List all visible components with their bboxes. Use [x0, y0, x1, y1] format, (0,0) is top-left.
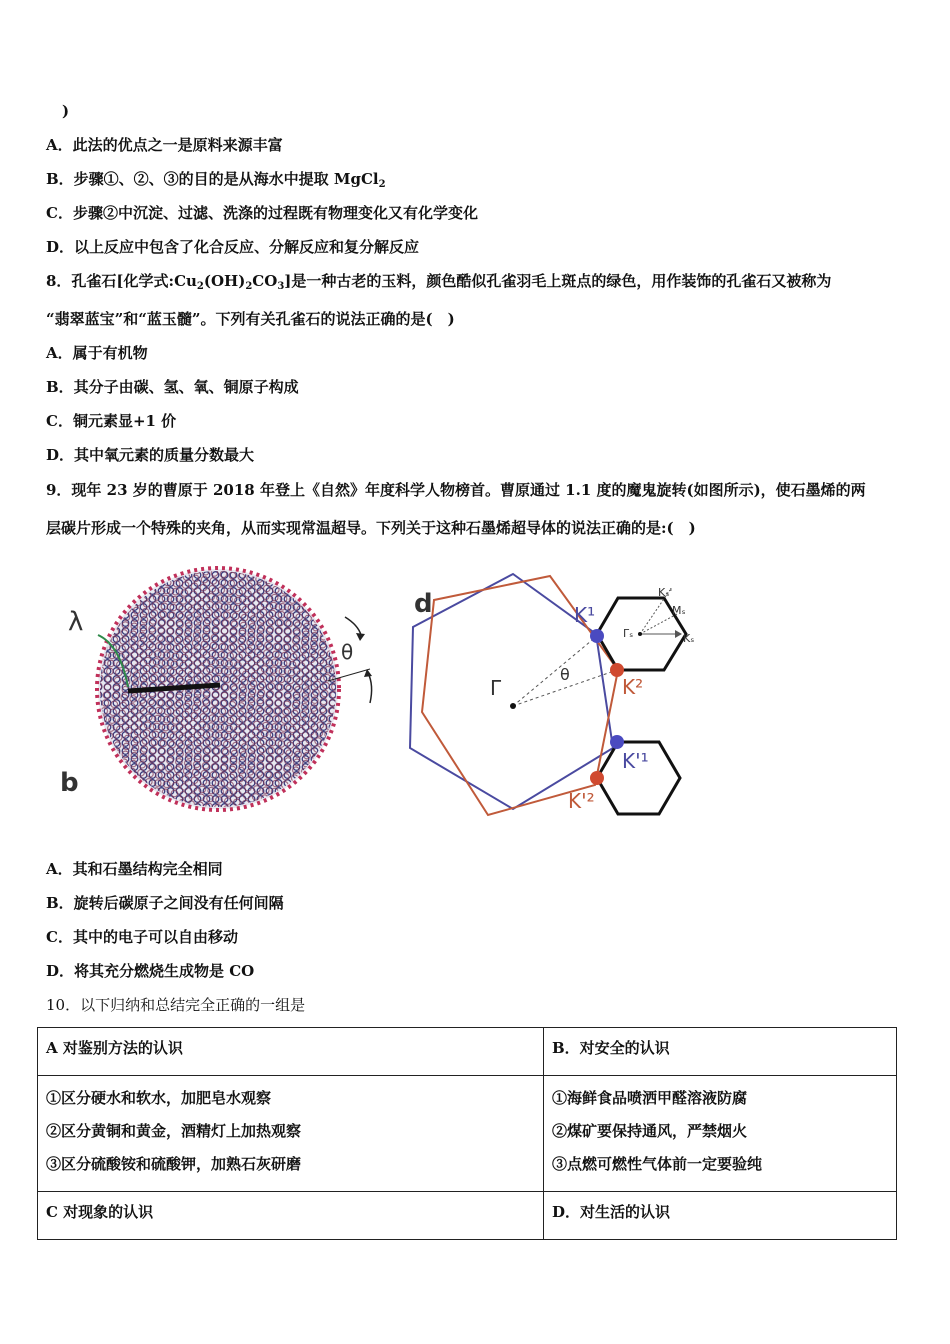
q10-options-table [37, 1027, 897, 1240]
k2-label: K² [622, 675, 644, 699]
ks-arrowhead [675, 630, 682, 638]
table-header-b: B．对安全的认识 [544, 1028, 897, 1076]
gamma-point [510, 703, 516, 709]
theta-arrowhead-upper [356, 633, 365, 641]
q8-option-d: D．其中氧元素的质量分数最大 [46, 446, 255, 464]
a-item-1: ①区分硬水和软水，加肥皂水观察 [46, 1089, 272, 1107]
b-item-2: ②煤矿要保持通风，严禁烟火 [552, 1122, 748, 1140]
small-gamma-point [638, 632, 642, 636]
kp1-point [610, 735, 624, 749]
b-item-3: ③点燃可燃性气体前一定要验纯 [552, 1155, 763, 1173]
q7-option-c: C．步骤②中沉淀、过滤、洗涤的过程既有物理变化又有化学变化 [46, 204, 478, 222]
gamma-k1-line [513, 636, 597, 706]
kp2-label: K'² [568, 789, 595, 813]
q7-option-b-sub: 2 [378, 179, 386, 190]
q8-stem-line2: “翡翠蓝宝”和“蓝玉髓”。下列有关孔雀石的说法正确的是( ) [46, 310, 455, 328]
k1-label: K¹ [574, 603, 596, 627]
q8-option-b: B．其分子由碳、氢、氧、铜原子构成 [46, 378, 299, 396]
q8-stem-part-d: ]是一种古老的玉料，颜色酷似孔雀羽毛上斑点的绿色，用作装饰的孔雀石又被称为 [284, 272, 832, 290]
table-cell-b-items [544, 1076, 897, 1192]
figure-b-graphene-disk [58, 555, 388, 820]
q8-stem-part-c: CO [252, 272, 278, 290]
q9-stem-line1: 9．现年 23 岁的曹原于 2018 年登上《自然》年度科学人物榜首。曹原通过 1.1 度的魔鬼旋转(如图所示)，使石墨烯的两 [46, 481, 866, 499]
q7-option-d: D．以上反应中包含了化合反应、分解反应和复分解反应 [46, 238, 420, 256]
theta-arrow-lower [368, 673, 372, 703]
table-header-d: D．对生活的认识 [544, 1192, 897, 1240]
q7-option-b [46, 168, 386, 190]
a-item-3: ③区分硫酸铵和硫酸钾，加熟石灰研磨 [46, 1155, 302, 1173]
q7-option-a: A．此法的优点之一是原料来源丰富 [46, 136, 283, 154]
q10-stem: 10．以下归纳和总结完全正确的一组是 [46, 996, 306, 1014]
figure-d-panel-label: d [414, 589, 433, 619]
gamma-s-label: Γₛ [623, 627, 634, 640]
q9-stem-line2: 层碳片形成一个特殊的夹角，从而实现常温超导。下列关于这种石墨烯超导体的说法正确的是:( ) [46, 519, 696, 537]
q9-option-d: D．将其充分燃烧生成物是 CO [46, 962, 255, 980]
q8-option-a: A．属于有机物 [46, 344, 148, 362]
ks-prime-label: Kₛ' [658, 586, 673, 599]
q8-sub-oh: 2 [245, 281, 253, 292]
kp2-point [590, 771, 604, 785]
figure-d-brillouin-zones [400, 562, 710, 822]
small-gamma-ms-line [640, 614, 677, 634]
figure-b-panel-label: b [60, 768, 79, 798]
q8-stem-line1 [46, 270, 831, 292]
q8-stem-part-a: 8．孔雀石[化学式:Cu [46, 272, 197, 290]
table-cell-a-items [38, 1076, 544, 1192]
kp1-label: K'¹ [622, 749, 649, 773]
figure-d-theta-label: θ [560, 665, 570, 684]
ks-label: Kₛ [683, 632, 695, 645]
q7-closing-paren: ) [62, 102, 70, 120]
q8-option-c: C．铜元素显+1 价 [46, 412, 177, 430]
q8-stem-part-b: (OH) [203, 272, 246, 290]
q8-sub-co: 3 [277, 281, 285, 292]
ms-label: Mₛ [672, 604, 686, 617]
gamma-label: Γ [490, 676, 502, 700]
q8-sub-cu: 2 [196, 281, 204, 292]
b-item-1: ①海鲜食品喷洒甲醛溶液防腐 [552, 1089, 748, 1107]
table-header-c: C 对现象的认识 [38, 1192, 544, 1240]
q9-option-b: B．旋转后碳原子之间没有任何间隔 [46, 894, 284, 912]
q9-option-a: A．其和石墨结构完全相同 [46, 860, 223, 878]
a-item-2: ②区分黄铜和黄金，酒精灯上加热观察 [46, 1122, 302, 1140]
table-header-a: A 对鉴别方法的认识 [38, 1028, 544, 1076]
theta-arrow-upper [345, 617, 361, 635]
figure-b-lambda-label: λ [68, 607, 84, 637]
q7-option-b-text: B．步骤①、②、③的目的是从海水中提取 MgCl [46, 170, 379, 188]
q9-option-c: C．其中的电子可以自由移动 [46, 928, 238, 946]
k1-point [590, 629, 604, 643]
figure-b-theta-label: θ [341, 640, 354, 664]
